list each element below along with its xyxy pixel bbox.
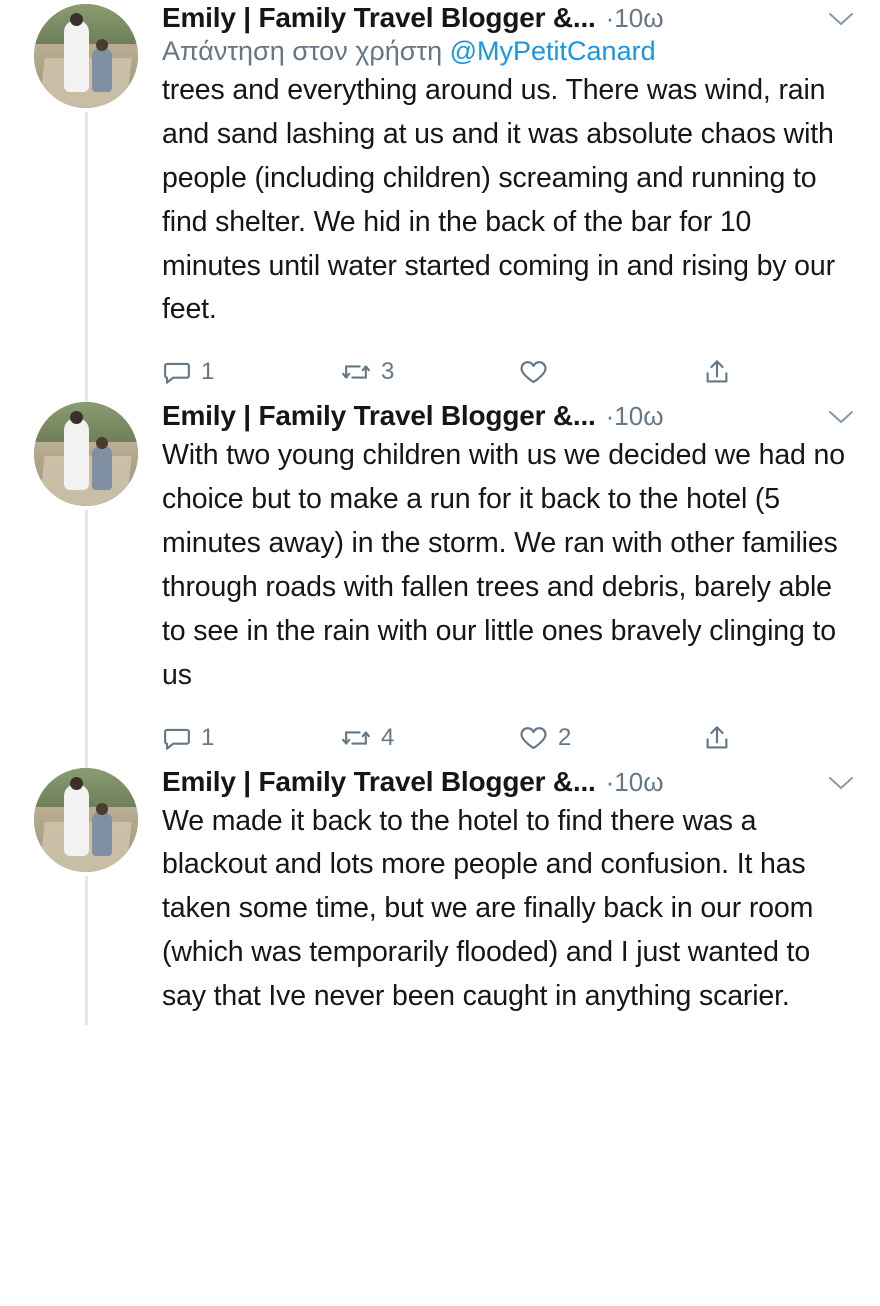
heart-icon	[518, 357, 549, 387]
thread-connector-line	[85, 876, 88, 1025]
tweet-text: With two young children with us we decided we had no choice but to make a run for it back to the hotel (5 minutes away) in the storm. We ran with other families through roads with fallen trees and debris, barely able to see in the rain with our little ones bravely clinging to us	[162, 439, 845, 691]
avatar[interactable]	[34, 4, 138, 108]
tweet-item[interactable]	[0, 398, 880, 763]
tweet-actions	[162, 712, 732, 764]
thread-connector-line	[85, 112, 88, 404]
reply-context	[162, 36, 854, 67]
avatar[interactable]	[34, 768, 138, 872]
thread-connector-line	[85, 510, 88, 769]
avatar-column	[34, 764, 162, 1019]
reply-prefix-label: Απάντηση στον χρήστη	[162, 36, 443, 66]
tweet-item[interactable]	[0, 764, 880, 1019]
tweet-item[interactable]	[0, 0, 880, 398]
share-action[interactable]	[702, 357, 732, 387]
tweet-timestamp: ·10ω	[605, 401, 664, 432]
retweet-action[interactable]	[340, 357, 518, 387]
reply-icon	[162, 723, 192, 753]
reply-icon	[162, 357, 192, 387]
tweet-body	[162, 398, 854, 763]
like-action[interactable]	[518, 357, 696, 387]
tweet-actions	[162, 346, 732, 398]
tweet-body	[162, 764, 854, 1019]
reply-count: 1	[201, 358, 215, 386]
retweet-icon	[340, 357, 372, 387]
retweet-icon	[340, 723, 372, 753]
tweet-body	[162, 0, 854, 398]
retweet-count: 4	[381, 723, 395, 751]
reply-action[interactable]	[162, 723, 340, 753]
share-action[interactable]	[702, 723, 732, 753]
retweet-count: 3	[381, 358, 395, 386]
like-action[interactable]	[518, 723, 696, 753]
avatar-column	[34, 398, 162, 763]
author-display-name[interactable]: Emily | Family Travel Blogger &...	[162, 765, 596, 797]
heart-icon	[518, 723, 549, 753]
retweet-action[interactable]	[340, 723, 518, 753]
reply-count: 1	[201, 723, 215, 751]
avatar[interactable]	[34, 402, 138, 506]
tweet-timestamp: ·10ω	[605, 3, 664, 33]
avatar-column	[34, 0, 162, 398]
reply-action[interactable]	[162, 357, 340, 387]
author-display-name[interactable]: Emily | Family Travel Blogger &...	[162, 2, 596, 33]
share-icon	[702, 723, 732, 753]
share-icon	[702, 357, 732, 387]
tweet-text: We made it back to the hotel to find there was a blackout and lots more people and confusion. It has taken some time, but we are finally back in our room (which was temporarily flooded) and I just wanted to say that Ive never been caught in anything scarier.	[162, 804, 814, 1012]
chevron-down-icon[interactable]	[814, 409, 854, 425]
chevron-down-icon[interactable]	[814, 775, 854, 791]
tweet-header	[162, 766, 854, 798]
chevron-down-icon[interactable]	[814, 11, 854, 27]
tweet-header	[162, 400, 854, 432]
reply-handle-link[interactable]: @MyPetitCanard	[449, 36, 656, 66]
tweet-header	[162, 2, 854, 34]
author-display-name[interactable]: Emily | Family Travel Blogger &...	[162, 400, 596, 432]
like-count: 2	[558, 723, 572, 751]
tweet-timestamp: ·10ω	[605, 766, 664, 797]
tweet-text: trees and everything around us. There was wind, rain and sand lashing at us and it was absolute chaos with people (including children) screaming and running to find shelter. We hid in the back of the bar for 10 minutes until water started coming in and rising by our feet.	[162, 74, 835, 326]
